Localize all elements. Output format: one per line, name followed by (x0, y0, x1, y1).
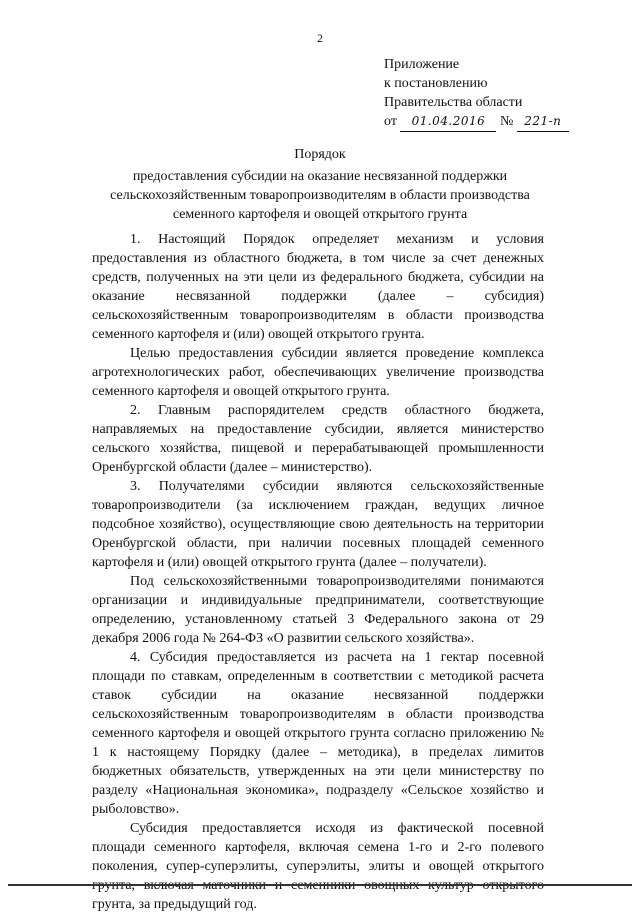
appendix-line-1: Приложение (384, 57, 460, 72)
appendix-line-2: к постановлению (384, 76, 488, 91)
bottom-scan-edge (8, 884, 632, 886)
document-body (92, 230, 544, 914)
appendix-line-3: Правительства области (384, 95, 523, 110)
document-subtitle: предоставления субсидии на оказание несвязанной поддержки сельскохозяйственным товаропроизводителям в области производства семенного картофеля и овощей открытого грунта (110, 169, 530, 222)
handwritten-date: 01.04.2016 (400, 112, 496, 132)
handwritten-number: 221-п (517, 112, 569, 132)
paragraph-1: 1. Настоящий Порядок определяет механизм и условия предоставления из областного бюджета, в том числе за счет денежных средств, полученных на эти цели из федерального бюджета, субсидии на оказание несвязанной поддержки (далее – субсидия) сельскохозяйственным товаропроизводителям в области производства семенного картофеля и (или) овощей открытого грунта. (92, 232, 544, 342)
appendix-date-line (384, 112, 569, 132)
paragraph-2: Целью предоставления субсидии является проведение комплекса агротехнологических работ, обеспечивающих увеличение производства семенного картофеля и овощей открытого грунта. (92, 346, 544, 399)
page-number: 2 (317, 33, 323, 45)
paragraph-3: 2. Главным распорядителем средств областного бюджета, направляемых на предоставление субсидии, является министерство сельского хозяйства, пищевой и перерабатывающей промышленности Оренбургской области (далее – министерство). (92, 403, 544, 475)
paragraph-4: 3. Получателями субсидии являются сельскохозяйственные товаропроизводители (за исключением граждан, ведущих личное подсобное хозяйство), осуществляющие свою деятельность на территории Оренбургской области, при наличии посевных площадей семенного картофеля и (или) овощей открытого грунта (далее – получатели). (92, 479, 544, 570)
paragraph-6: 4. Субсидия предоставляется из расчета на 1 гектар посевной площади по ставкам, определенным в соответствии с методикой расчета ставок субсидии на оказание несвязанной поддержки сельскохозяйственным товаропроизводителям в области производства семенного картофеля и овощей открытого грунта согласно приложению № 1 к настоящему Порядку (далее – методика), в пределах лимитов бюджетных обязательств, утвержденных на эти цели министерству по разделу «Национальная экономика», подразделу «Сельское хозяйство и рыболовство». (92, 650, 544, 817)
appendix-block (384, 55, 569, 132)
paragraph-5: Под сельскохозяйственными товаропроизводителями понимаются организации и индивидуальные предприниматели, соответствующие определению, установленному статьей 3 Федерального закона от 29 декабря 2006 года № 264-ФЗ «О развитии сельского хозяйства». (92, 574, 544, 646)
paragraph-7: Субсидия предоставляется исходя из фактической посевной площади семенного картофеля, включая семена 1-го и 2-го полевого поколения, супер-суперэлиты, суперэлиты, элиты и овощей открытого грунта, включая маточники и семенники овощных культур открытого грунта, за предыдущий год. (92, 821, 544, 912)
number-label: № (499, 114, 514, 129)
document-title: Порядок (294, 147, 346, 162)
from-label: от (384, 114, 397, 129)
